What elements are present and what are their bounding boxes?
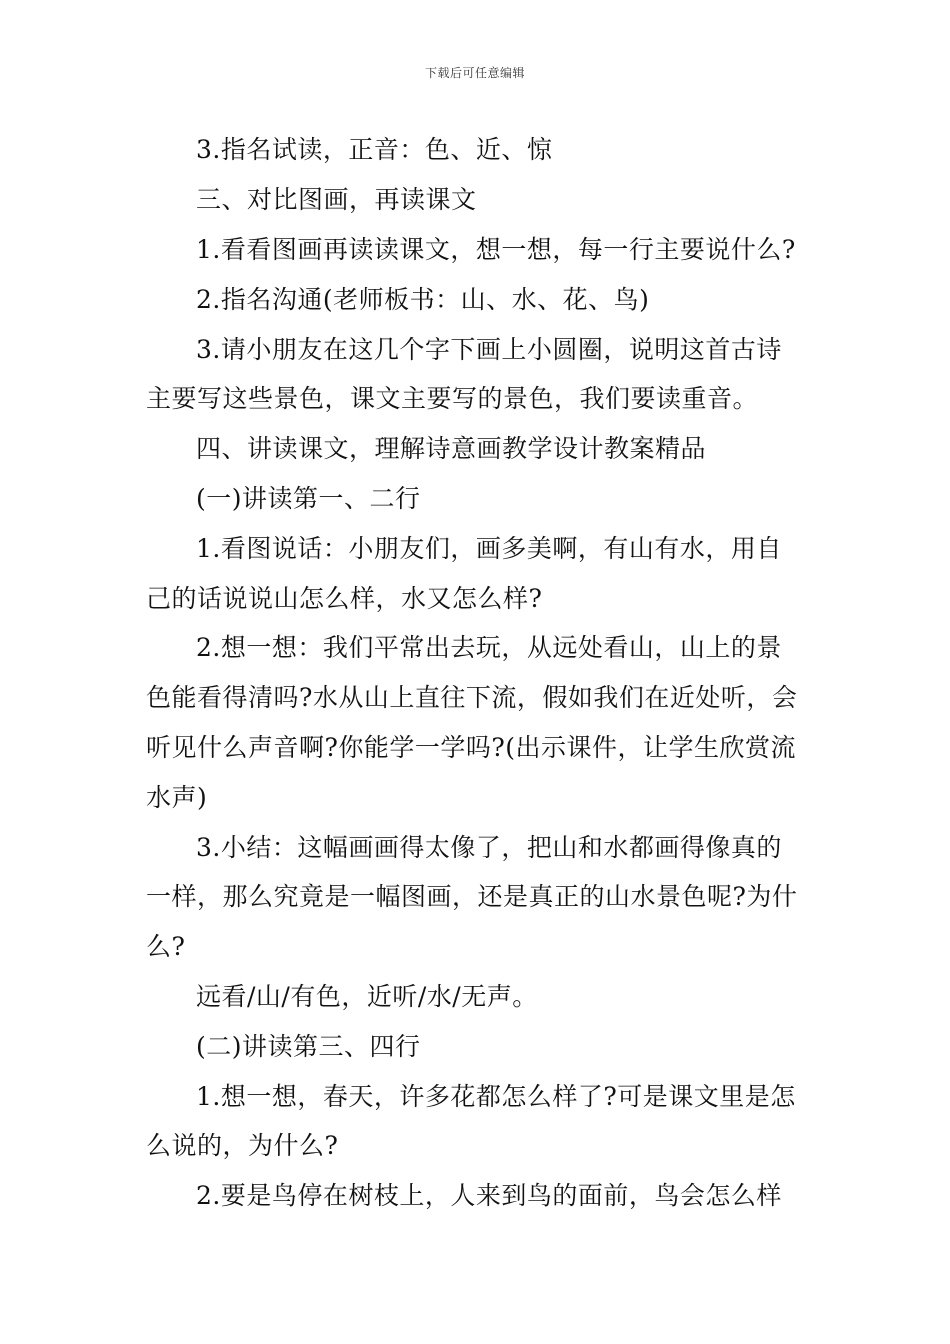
text-line: 么说的，为什么? xyxy=(146,1131,339,1160)
text-line: 3.请小朋友在这几个字下画上小圆圈，说明这首古诗 xyxy=(196,335,782,364)
text-line: 听见什么声音啊?你能学一学吗?(出示课件，让学生欣赏流 xyxy=(146,733,797,762)
page-header-watermark: 下载后可任意编辑 xyxy=(424,66,525,80)
text-line: 一样，那么究竟是一幅图画，还是真正的山水景色呢?为什 xyxy=(146,882,798,911)
text-line: 水声) xyxy=(146,783,208,812)
text-line: 主要写这些景色，课文主要写的景色，我们要读重音。 xyxy=(146,384,759,413)
subsection-heading: (二)讲读第三、四行 xyxy=(196,1032,421,1061)
text-line: 色能看得清吗?水从山上直往下流，假如我们在近处听，会 xyxy=(146,683,798,712)
section-heading: 三、对比图画，再读课文 xyxy=(196,185,477,214)
text-line: 1.想一想，春天，许多花都怎么样了?可是课文里是怎 xyxy=(196,1082,796,1111)
text-line: 么? xyxy=(146,932,186,961)
text-line: 2.要是鸟停在树枝上，人来到鸟的面前，鸟会怎么样 xyxy=(196,1181,782,1210)
text-line: 己的话说说山怎么样，水又怎么样? xyxy=(146,584,543,613)
text-line: 1.看图说话：小朋友们，画多美啊，有山有水，用自 xyxy=(196,534,782,563)
text-line: 远看/山/有色，近听/水/无声。 xyxy=(196,982,538,1011)
text-line: 2.指名沟通(老师板书：山、水、花、鸟) xyxy=(196,285,650,314)
text-line: 2.想一想：我们平常出去玩，从远处看山，山上的景 xyxy=(196,633,782,662)
text-line: 3.指名试读，正音：色、近、惊 xyxy=(196,135,553,164)
text-line: 3.小结：这幅画画得太像了，把山和水都画得像真的 xyxy=(196,833,782,862)
text-line: 1.看看图画再读读课文，想一想，每一行主要说什么? xyxy=(196,235,796,264)
section-heading: 四、讲读课文，理解诗意画教学设计教案精品 xyxy=(196,434,707,463)
subsection-heading: (一)讲读第一、二行 xyxy=(196,484,421,513)
